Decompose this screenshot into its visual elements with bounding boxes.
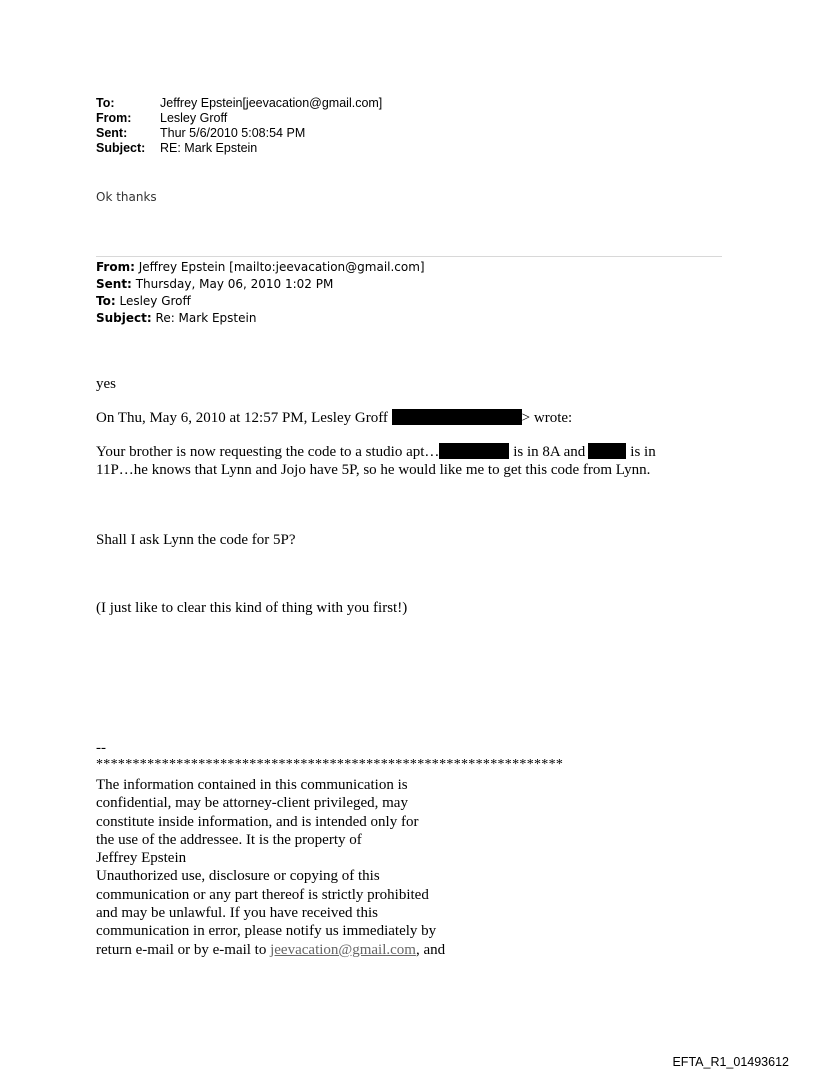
disclaimer-line: communication or any part thereof is strictly prohibited — [96, 886, 429, 903]
quoted-to-label: To: — [96, 294, 116, 308]
quoted-to-value: Lesley Groff — [119, 294, 191, 308]
disclaimer-line: The information contained in this communication is — [96, 777, 408, 793]
quoted-to-row — [96, 293, 425, 310]
disclaimer-line: and may be unlawful. If you have received this — [96, 905, 378, 922]
disclaimer-last-line — [96, 941, 516, 959]
paragraph-1-line-2: 11P…he knows that Lynn and Jojo have 5P, so he would like me to get this code from Lynn. — [96, 462, 651, 478]
sent-row — [96, 126, 382, 141]
wrote-line — [96, 409, 572, 427]
paragraph-1 — [96, 443, 736, 479]
p1-part-a: Your brother is now requesting the code to a studio apt… — [96, 444, 440, 460]
email-header — [96, 96, 382, 156]
quoted-from-value: Jeffrey Epstein [mailto:jeevacation@gmail.com] — [138, 260, 425, 274]
asterisk-line: **************************************************************** — [96, 757, 564, 772]
quoted-header — [96, 259, 425, 327]
paragraph-3: (I just like to clear this kind of thing with you first!) — [96, 600, 408, 616]
quoted-subject-label: Subject: — [96, 311, 152, 325]
email-link[interactable]: jeevacation@gmail.com — [270, 941, 416, 958]
redaction-box — [588, 443, 626, 459]
paragraph-2: Shall I ask Lynn the code for 5P? — [96, 532, 296, 548]
quoted-sent-value: Thursday, May 06, 2010 1:02 PM — [135, 277, 334, 291]
disclaimer-line: communication in error, please notify us immediately by — [96, 923, 437, 940]
sent-label: Sent: — [96, 126, 128, 140]
quoted-sent-label: Sent: — [96, 277, 132, 291]
subject-label: Subject: — [96, 141, 146, 155]
sent-value: Thur 5/6/2010 5:08:54 PM — [160, 126, 306, 140]
disclaimer — [96, 776, 516, 959]
to-value: Jeffrey Epstein[jeevacation@gmail.com] — [160, 96, 383, 110]
quoted-from-label: From: — [96, 260, 135, 274]
wrote-prefix: On Thu, May 6, 2010 at 12:57 PM, Lesley Groff — [96, 410, 388, 426]
quoted-subject-row — [96, 310, 425, 327]
document-id: EFTA_R1_01493612 — [672, 1055, 789, 1069]
from-label: From: — [96, 111, 132, 125]
p1-part-c: is in — [630, 444, 656, 460]
redaction-box — [392, 409, 522, 425]
quoted-sent-row — [96, 276, 425, 293]
reply-text: Ok thanks — [96, 190, 157, 204]
disclaimer-last-prefix: return e-mail or by e-mail to — [96, 941, 271, 958]
p1-part-b: is in 8A and — [513, 444, 586, 460]
redaction-box — [439, 443, 509, 459]
yes-text: yes — [96, 376, 116, 392]
disclaimer-line: Jeffrey Epstein — [96, 850, 187, 867]
quoted-from-row — [96, 259, 425, 276]
to-label: To: — [96, 96, 115, 110]
disclaimer-line: confidential, may be attorney-client privileged, may — [96, 795, 408, 812]
disclaimer-line: the use of the addressee. It is the property of — [96, 831, 362, 848]
paragraph-1-line-1 — [96, 443, 736, 461]
divider — [96, 256, 722, 257]
from-value: Lesley Groff — [160, 111, 228, 125]
subject-value: RE: Mark Epstein — [160, 141, 258, 155]
subject-row — [96, 141, 382, 156]
signature-dashes: -- — [96, 740, 106, 756]
disclaimer-last-suffix: , and — [415, 941, 446, 958]
from-row — [96, 111, 382, 126]
quoted-subject-value: Re: Mark Epstein — [155, 311, 257, 325]
to-row — [96, 96, 382, 111]
wrote-suffix: > wrote: — [521, 410, 573, 426]
disclaimer-line: constitute inside information, and is intended only for — [96, 813, 419, 830]
disclaimer-line: Unauthorized use, disclosure or copying of this — [96, 868, 380, 885]
